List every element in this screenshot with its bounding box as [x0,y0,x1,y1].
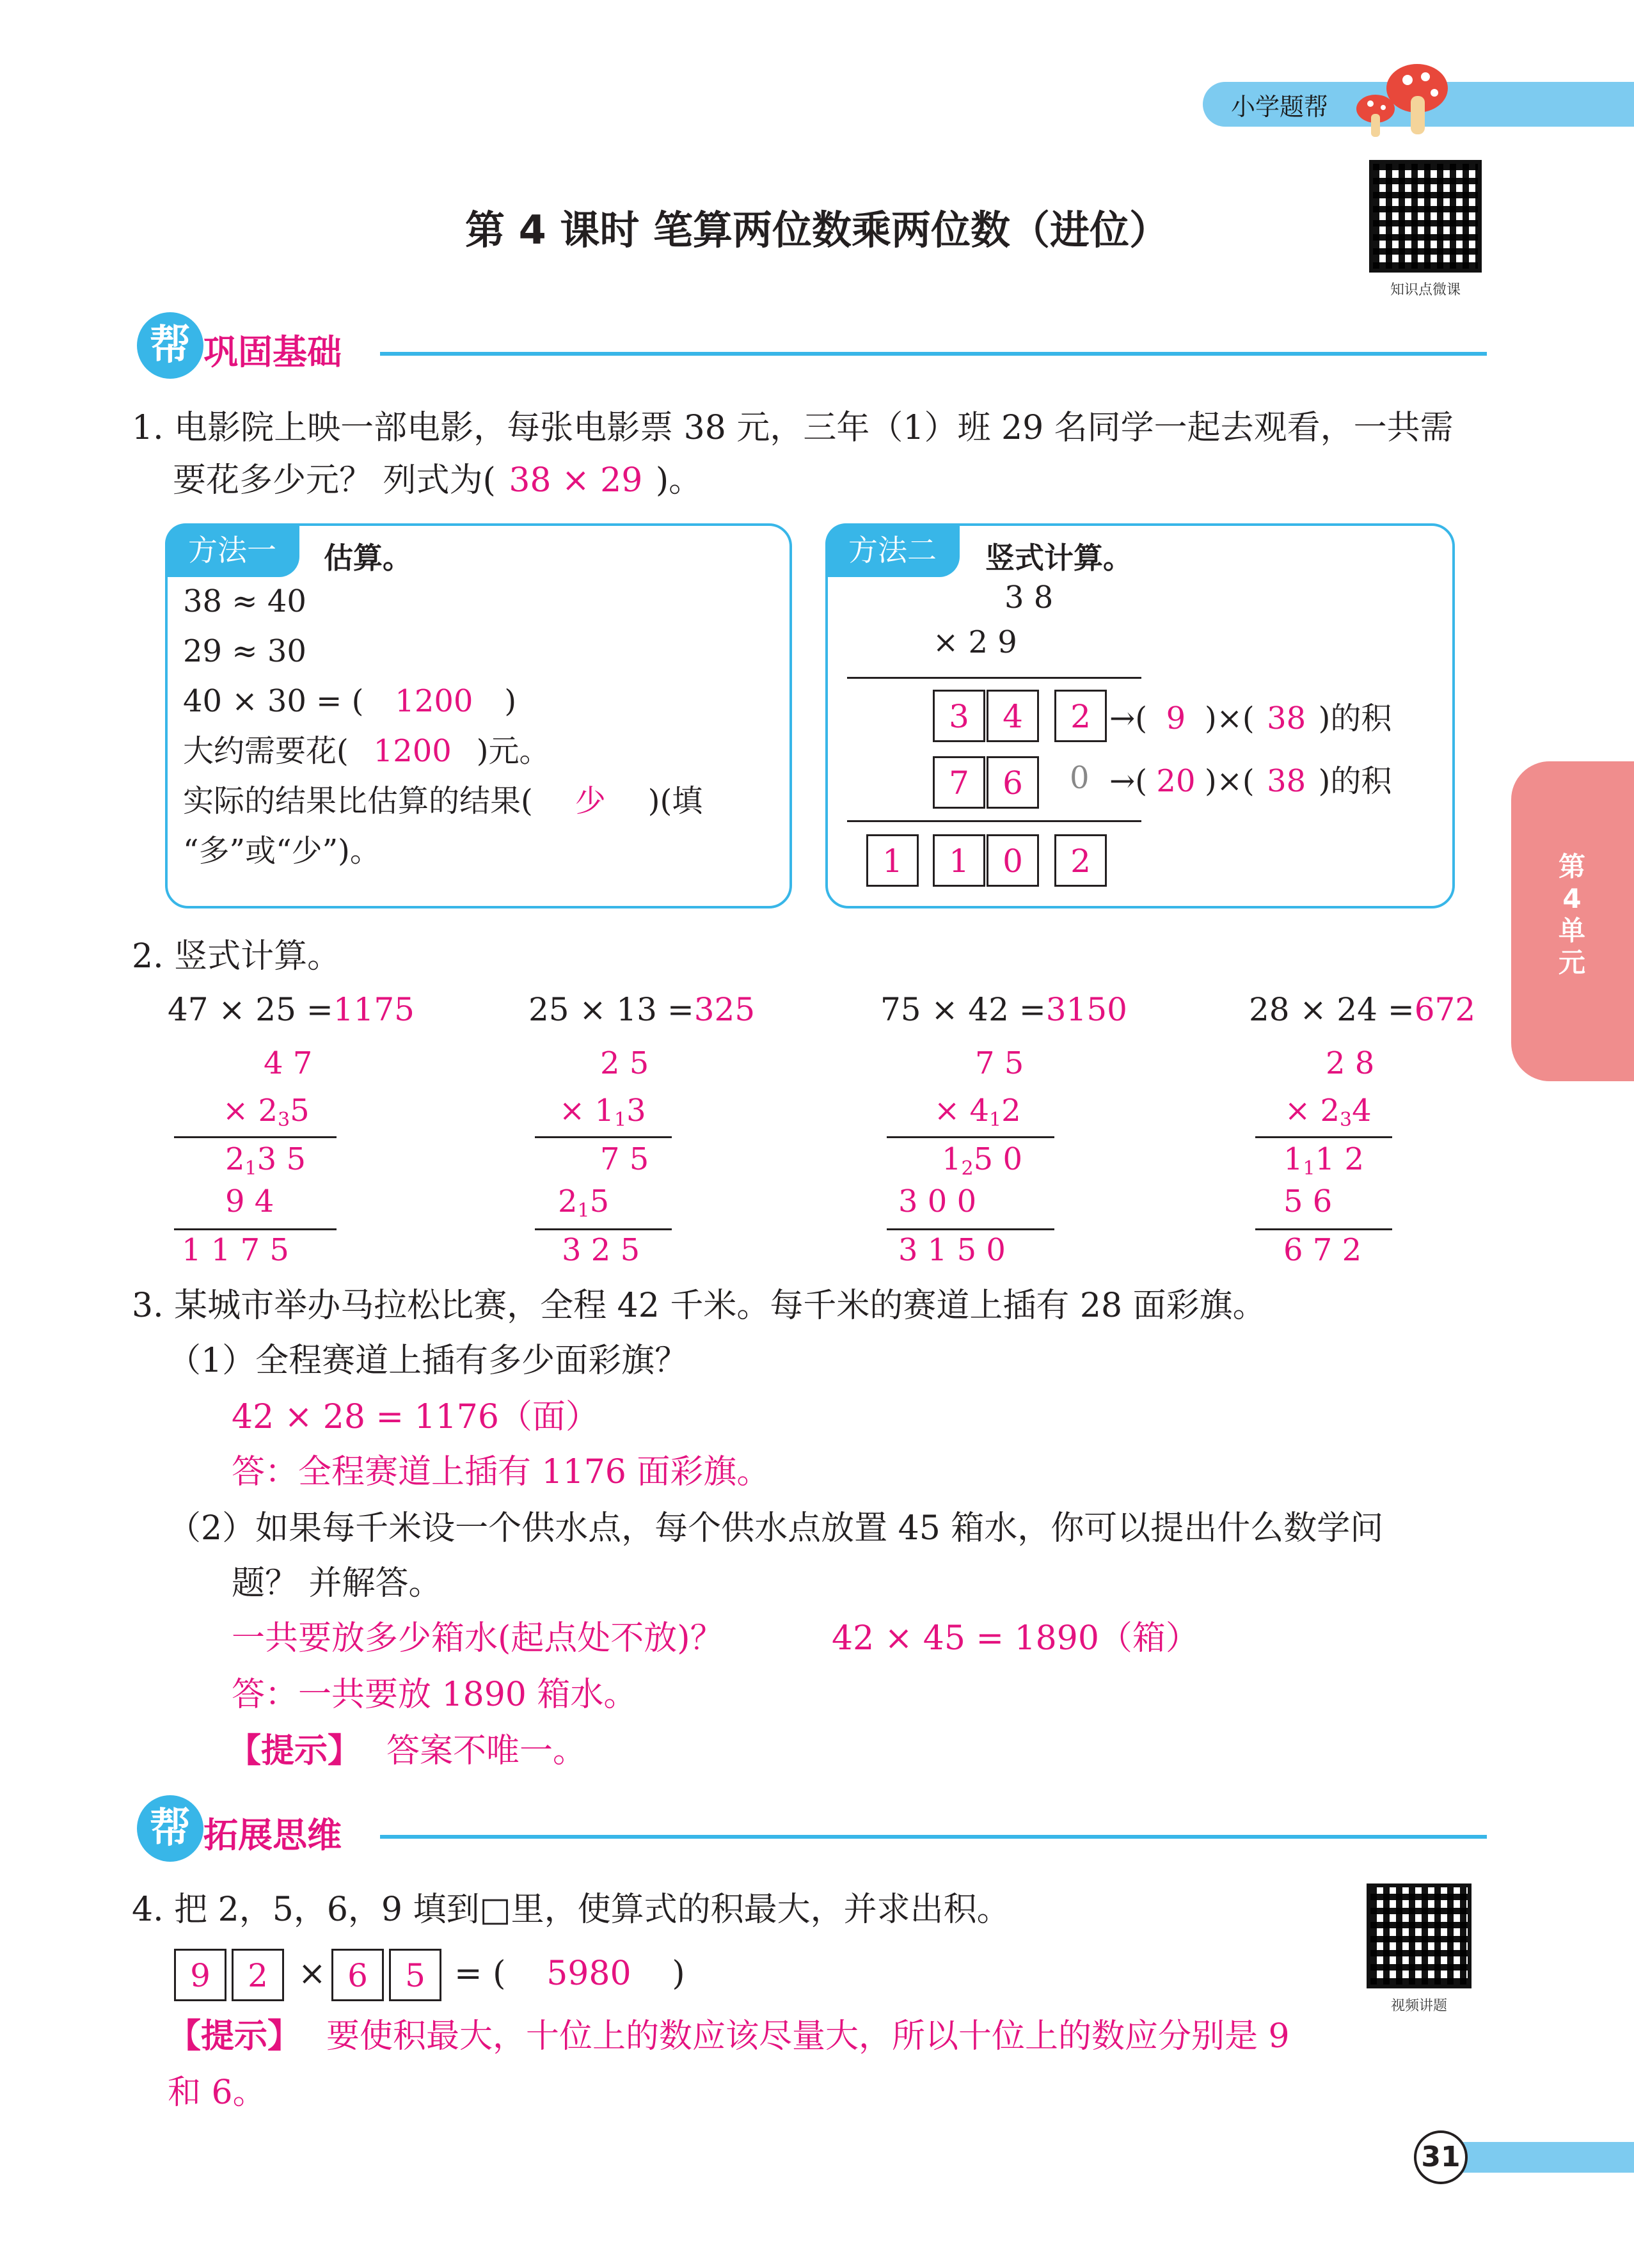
m1-line4-post: )元。 [476,733,550,769]
q2-rule [1255,1136,1392,1138]
section-header-basics [137,312,1487,383]
m2-res-d3: 0 [987,834,1039,887]
m1-line6: “多”或“少”)。 [183,833,381,869]
qr-caption: 知识点微课 [1390,282,1461,298]
unit-label: 第4单元 [1558,851,1585,978]
m2-row1-d3: 2 [1054,690,1107,742]
section-divider [380,352,1487,356]
m2-row2-d1: 7 [933,756,985,809]
m2-row2-note [1109,756,1392,800]
m1-line5-pre: 实际的结果比估算的结果( [183,783,533,819]
q3-part1-answer: 答：全程赛道上插有 1176 面彩旗。 [232,1453,770,1491]
method1-label: 估算。 [324,541,412,575]
q4-box-1: 9 [174,1949,226,2001]
q3-stem: 3. 某城市举办马拉松比赛，全程 42 千米。每千米的赛道上插有 28 面彩旗。 [132,1287,1266,1325]
method2-tag: 方法二 [825,523,960,577]
method1-box [165,523,792,908]
q2-partial-1: 125 0 [942,1141,1022,1180]
q2-expr-answer: 325 [694,991,756,1028]
q2-multiplier: × 113 [559,1093,646,1131]
m2-row2-f1: 20 [1156,763,1196,799]
q2-expr [528,990,755,1029]
m2-row1-f1: 9 [1166,701,1186,736]
m1-line1: 38 ≈ 40 [183,583,306,619]
m1-line3-post: ) [504,683,517,719]
q2-problem-4 [1249,990,1530,1285]
q2-expr-text: 47 × 25 = [168,991,333,1028]
bang-mark: 帮 [137,1795,203,1862]
q1-line2 [173,461,702,500]
q2-expr [880,990,1127,1029]
q2-expr-answer: 672 [1414,991,1476,1028]
page-number-bar [1440,2142,1634,2173]
m2-row2-end: )的积 [1318,763,1392,799]
method1-tag: 方法一 [165,523,299,577]
method2-box [825,523,1455,908]
q2-rule [174,1228,337,1230]
q3-part2-line2: 题？ 并解答。 [232,1564,442,1603]
q4-hint-line2: 和 6。 [168,2074,266,2112]
q1-answer: 38 × 29 [509,461,643,500]
q4-box-4: 5 [389,1949,441,2001]
q3-part2-line1: （2）如果每千米设一个供水点，每个供水点放置 45 箱水，你可以提出什么数学问 [168,1509,1384,1548]
m2-row2-f2: 38 [1267,763,1306,799]
q4-equation [454,1954,685,1994]
q2-expr [1249,990,1475,1029]
m2-rule [847,677,1141,679]
q4-hint-line1 [168,2017,1290,2056]
m1-line5-answer: 少 [575,783,606,819]
q3-hint-text: 答案不唯一。 [386,1732,587,1770]
brand-label: 小学题帮 [1231,93,1329,121]
q2-rule [174,1136,337,1138]
qr-code-icon[interactable] [1367,1883,1471,1988]
m2-res-d2: 1 [933,834,985,887]
q1-stem: 1. 电影院上映一部电影，每张电影票 38 元，三年（1）班 29 名同学一起去观看，一共需 [132,409,1454,447]
q2-problem-1 [168,990,488,1285]
page-title: 第 4 课时 笔算两位数乘两位数（进位） [465,207,1169,253]
m1-line4-pre: 大约需要花( [183,733,349,769]
q2-partial-2: 3 0 0 [898,1184,977,1219]
section-label: 巩固基础 [203,332,342,372]
m2-row1-d1: 3 [933,690,985,742]
m2-mult: × 2 9 [933,624,1017,660]
q2-expr-answer: 3150 [1045,991,1127,1028]
m2-row1-note [1109,694,1392,738]
mushroom-icon [1350,58,1452,141]
m2-res-d1: 1 [866,834,919,887]
q2-expr-text: 28 × 24 = [1249,991,1415,1028]
q3-hint [228,1731,586,1771]
q2-rule [535,1228,672,1230]
m1-line4 [183,733,550,770]
q2-partial-1: 213 5 [225,1141,306,1180]
bang-mark: 帮 [137,312,203,379]
m1-line5 [183,783,702,820]
m2-row1-d2: 4 [987,690,1039,742]
m1-line2: 29 ≈ 30 [183,633,306,669]
q1-line2-text: 要花多少元？ 列式为( [173,461,496,500]
q2-multiplicand: 2 5 [600,1045,649,1081]
section-header-extension [137,1795,1487,1866]
q4-box-3: 6 [331,1949,384,2001]
m2-row2-d2: 6 [987,756,1039,809]
q2-problem-3 [880,990,1200,1285]
q2-partial-1: 7 5 [600,1141,649,1177]
q4-times: × [298,1955,326,1993]
q2-partial-1: 111 2 [1283,1141,1364,1180]
q2-problem-2 [528,990,848,1285]
q2-rule [887,1136,1054,1138]
m2-row1-mid: )×( [1204,701,1255,736]
q1-line2-end: )。 [655,461,702,500]
q4-eq-pre: = ( [454,1955,506,1993]
q2-partial-2: 215 [558,1184,610,1222]
m1-line3 [183,683,516,720]
q2-partial-2: 5 6 [1283,1184,1333,1219]
page-number: 31 [1414,2130,1468,2184]
q3-part2-question: 一共要放多少箱水(起点处不放)？ [232,1619,724,1658]
q2-multiplier: × 235 [223,1093,310,1131]
q2-multiplier: × 412 [934,1093,1021,1131]
q4-box-2: 2 [232,1949,284,2001]
q2-expr-answer: 1175 [333,991,415,1028]
q2-result: 1 1 7 5 [182,1232,289,1268]
q2-expr [168,990,415,1029]
m2-top: 3 8 [1004,580,1054,615]
q4-eq-answer: 5980 [546,1955,631,1993]
q3-hint-tag: 【提示】 [228,1732,361,1770]
m2-rule2 [847,820,1141,822]
m1-line3-pre: 40 × 30 = ( [183,683,364,719]
q4-hint-tag: 【提示】 [168,2017,301,2056]
q2-multiplicand: 4 7 [264,1045,313,1081]
q2-rule [1255,1228,1392,1230]
q3-part2-calc: 42 × 45 = 1890（箱） [832,1619,1199,1658]
q2-expr-text: 75 × 42 = [880,991,1046,1028]
m1-line3-answer: 1200 [395,683,473,719]
section-divider [380,1835,1487,1839]
m2-row1-arrow: →( [1109,701,1147,736]
q3-part2-answer: 答：一共要放 1890 箱水。 [232,1676,637,1714]
m2-row1-f2: 38 [1267,701,1306,736]
q2-rule [535,1136,672,1138]
q2-result: 6 7 2 [1283,1232,1362,1268]
section-label: 拓展思维 [203,1815,342,1855]
q2-multiplicand: 2 8 [1326,1045,1375,1081]
m1-line5-post: )(填 [647,783,703,819]
m2-row2-mid: )×( [1204,763,1255,799]
q2-result: 3 2 5 [562,1232,640,1268]
m2-row2-zero: 0 [1070,760,1090,796]
q3-part1-calc: 42 × 28 = 1176（面） [232,1398,599,1436]
q4-stem: 4. 把 2，5，6，9 填到□里，使算式的积最大，并求出积。 [132,1891,1010,1929]
q2-partial-2: 9 4 [225,1184,274,1219]
m2-row1-end: )的积 [1318,701,1392,736]
qr-caption: 视频讲题 [1390,1998,1447,2014]
q2-result: 3 1 5 0 [898,1232,1006,1268]
q4-eq-post: ) [672,1955,685,1993]
q2-multiplicand: 7 5 [975,1045,1024,1081]
q2-rule [887,1228,1054,1230]
q4-hint-text1: 要使积最大，十位上的数应该尽量大，所以十位上的数应分别是 9 [326,2017,1290,2056]
q2-label: 2. 竖式计算。 [132,937,341,976]
m2-row2-arrow: →( [1109,763,1147,799]
m1-line4-answer: 1200 [373,733,452,769]
method2-label: 竖式计算。 [985,541,1132,575]
q3-part1: （1）全程赛道上插有多少面彩旗？ [168,1342,688,1380]
m2-res-d4: 2 [1054,834,1107,887]
q2-multiplier: × 234 [1285,1093,1372,1131]
q2-expr-text: 25 × 13 = [528,991,694,1028]
